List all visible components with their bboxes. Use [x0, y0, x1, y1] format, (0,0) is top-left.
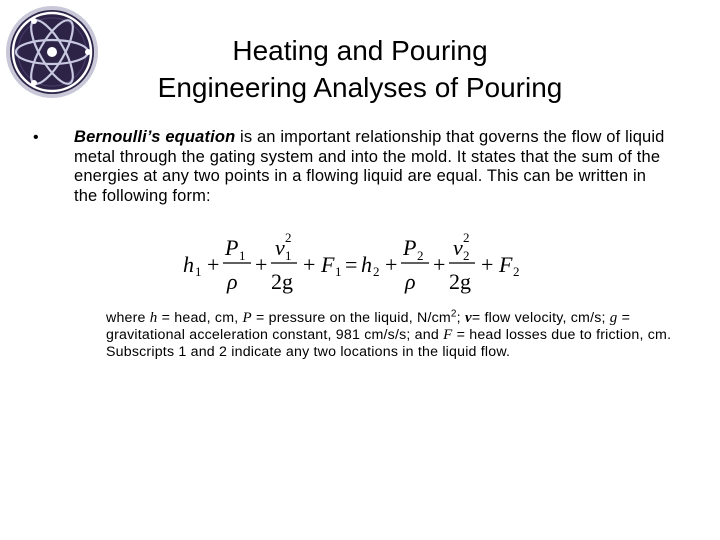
- eq-h2: h: [361, 252, 372, 277]
- eq-v2-sub: 2: [463, 248, 470, 263]
- eq-plus-2: +: [255, 252, 268, 277]
- note-text-4: ;: [456, 310, 465, 326]
- title-line-2: Engineering Analyses of Pouring: [157, 72, 563, 103]
- atom-icon: [4, 4, 100, 100]
- eq-plus-4: +: [385, 252, 398, 277]
- eq-v2-sup: 2: [463, 230, 470, 245]
- eq-F2-sub: 2: [513, 264, 520, 279]
- eq-plus-5: +: [433, 252, 446, 277]
- eq-plus-6: +: [481, 252, 494, 277]
- note-symbol-v: v: [464, 310, 472, 326]
- eq-P2: P: [403, 235, 417, 260]
- eq-F2: F: [499, 252, 513, 277]
- note-text-3: = pressure on the liquid, N/cm: [251, 310, 451, 326]
- note-text-5: = flow velocity, cm/s;: [471, 310, 610, 326]
- eq-plus-3: +: [303, 252, 316, 277]
- note-symbol-p: P: [242, 310, 252, 326]
- eq-rho-2: ρ: [405, 269, 416, 294]
- eq-P1-sub: 1: [239, 248, 246, 263]
- eq-v1-sup: 2: [285, 230, 292, 245]
- note-text-1: where: [106, 310, 150, 326]
- eq-P2-sub: 2: [417, 248, 424, 263]
- note-symbol-h: h: [149, 310, 158, 326]
- eq-v1: v: [275, 235, 285, 260]
- eq-h1-sub: 1: [195, 264, 202, 279]
- eq-P1: P: [225, 235, 239, 260]
- bullet-marker: •: [33, 129, 39, 146]
- eq-v2: v: [453, 235, 463, 260]
- eq-plus-1: +: [207, 252, 220, 277]
- bullet-body: is an important relationship that governs the flow of liquid metal through the gating system and into the mold. It states that the sum of the energies at any two points in a flowing liquid are equal. This can be written in the following form:: [74, 128, 665, 205]
- note-text-7: = head losses due to friction, cm. Subscripts 1 and 2 indicate any two locations in the liquid flow.: [106, 327, 672, 360]
- eq-h1: h: [183, 252, 194, 277]
- eq-2g-2: 2g: [449, 269, 471, 294]
- atom-logo: [4, 4, 100, 100]
- note-symbol-f: F: [443, 327, 453, 343]
- eq-F1: F: [321, 252, 335, 277]
- note-symbol-g: g: [609, 310, 618, 326]
- eq-2g-1: 2g: [271, 269, 293, 294]
- bernoulli-term: Bernoulli’s equation: [74, 128, 236, 146]
- eq-rho-1: ρ: [227, 269, 238, 294]
- eq-equals: =: [345, 252, 358, 277]
- title-line-1: Heating and Pouring: [232, 35, 488, 66]
- note-text-2: = head, cm,: [157, 310, 243, 326]
- eq-v1-sub: 1: [285, 248, 292, 263]
- note-superscript: 2: [450, 308, 457, 320]
- bullet-paragraph: [74, 128, 674, 206]
- eq-F1-sub: 1: [335, 264, 342, 279]
- note-text-6: = gravitational acceleration constant, 981 cm/s/s; and: [106, 310, 631, 343]
- slide-title: [110, 32, 610, 106]
- eq-h2-sub: 2: [373, 264, 380, 279]
- bernoulli-equation: [175, 226, 535, 306]
- variable-definitions: [106, 310, 686, 361]
